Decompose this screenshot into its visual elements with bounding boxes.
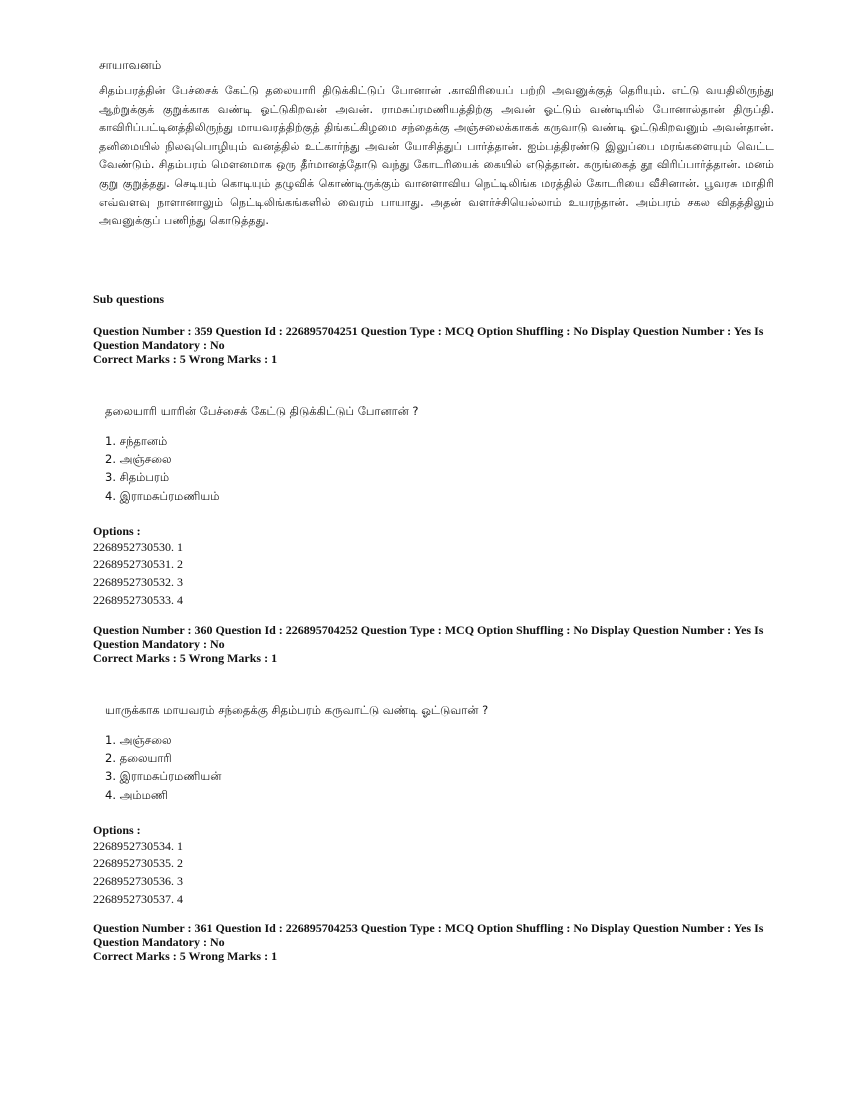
choice-item: 3. சிதம்பரம் (105, 470, 170, 485)
choice-item: 4. அம்மணி (105, 787, 169, 802)
question-359 (93, 324, 793, 609)
option-code: 2268952730532. 3 (93, 575, 183, 589)
question-marks: Correct Marks : 5 Wrong Marks : 1 (93, 352, 278, 366)
option-code-list (93, 838, 793, 908)
choice-item: 1. சந்தானம் (105, 434, 168, 448)
choice-item: 2. அஞ்சலை (105, 452, 172, 467)
choice-item: 1. அஞ்சலை (105, 733, 172, 747)
question-mandatory: Question Mandatory : No (93, 637, 225, 651)
question-meta (93, 324, 793, 366)
option-code: 2268952730530. 1 (93, 539, 183, 554)
option-code: 2268952730537. 4 (93, 891, 183, 906)
passage-text: சிதம்பரத்தின் பேச்சைக் கேட்டு தலையாரி திடுக்கிட்டுப் போனான் .காவிரியைப் பற்றி அவனுக்குத் தெரியும். எட்டு வயதிலிருந்து ஆற்றுக்குக் குறுக்காக வண்டி ஓட்டுகிறவன் அவன். ராமசுப்ரமணியத்திற்கு அவன் ஓட்டும் வண்டியில் போனால்தான் திருப்தி. காவிரிப்பட்டினத்திலிருந்து மாயவரத்திற்குத் திங்கட்கிழமை சந்தைக்கு அஞ்சலைக்காகக் கருவாடு வண்டி ஓட்டுகிறவனும் அவன்தான். தனிமையில் நிலவுபொழியும் வனத்தில் உட்கார்ந்து அவன் யோசித்துப் பார்த்தான். ஐம்பத்திரண்டு இலுப்பை மரங்களையும் வெட்ட வேண்டும். சிதம்பரம் மௌனமாக ஒரு தீர்மானத்தோடு வந்து கோடரியைக் கையில் எடுத்தான். கருங்கைத் தூ விரிப்பார்த்தான். மனம் குறு குறுத்தது. செடியும் கொடியும் தழுவிக் கொண்டிருக்கும் வானளாவிய நெட்டிலிங்க மரத்தில் கோடரியை வீசினான். பூவரசு மாதிரி எவ்வளவு நாளானாலும் நெட்டிலிங்கங்களில் வைரம் பாயாது. அதன் வளர்ச்சியெல்லாம் உயரந்தான். அம்பரம் சகல விதத்திலும் அவனுக்குப் பணிந்து கொடுத்தது. (99, 84, 774, 228)
question-361 (93, 921, 793, 963)
question-mandatory: Question Mandatory : No (93, 338, 225, 352)
question-mandatory: Question Mandatory : No (93, 935, 225, 949)
options-label: Options : (93, 822, 141, 837)
question-marks: Correct Marks : 5 Wrong Marks : 1 (93, 651, 278, 665)
option-code: 2268952730536. 3 (93, 874, 183, 888)
sub-questions-heading: Sub questions (93, 292, 165, 306)
passage-title: சாயாவனம் (99, 58, 162, 72)
question-marks: Correct Marks : 5 Wrong Marks : 1 (93, 949, 278, 963)
option-code: 2268952730535. 2 (93, 856, 183, 871)
option-code: 2268952730533. 4 (93, 592, 183, 607)
options-label: Options : (93, 523, 141, 538)
choice-item: 3. இராமசுப்ரமணியன் (105, 769, 222, 784)
option-code: 2268952730531. 2 (93, 557, 183, 572)
question-meta-line: Question Number : 360 Question Id : 226895704252 Question Type : MCQ Option Shuffling : No Display Question Number : Yes Is (93, 623, 764, 637)
choice-list (105, 731, 793, 804)
question-text: தலையாரி யாரின் பேச்சைக் கேட்டு திடுக்கிட்டுப் போனான் ? (105, 404, 419, 418)
question-meta (93, 623, 793, 665)
question-meta-line: Question Number : 361 Question Id : 226895704253 Question Type : MCQ Option Shuffling : No Display Question Number : Yes Is (93, 921, 764, 935)
choice-list (105, 432, 793, 505)
choice-item: 4. இராமசுப்ரமணியம் (105, 488, 220, 503)
option-code: 2268952730534. 1 (93, 838, 183, 853)
question-meta (93, 921, 793, 963)
choice-item: 2. தலையாரி (105, 751, 172, 766)
option-code-list (93, 539, 793, 609)
question-meta-line: Question Number : 359 Question Id : 226895704251 Question Type : MCQ Option Shuffling : No Display Question Number : Yes Is (93, 324, 764, 338)
question-text: யாருக்காக மாயவரம் சந்தைக்கு சிதம்பரம் கருவாட்டு வண்டி ஓட்டுவான் ? (105, 703, 489, 717)
question-360 (93, 623, 793, 908)
